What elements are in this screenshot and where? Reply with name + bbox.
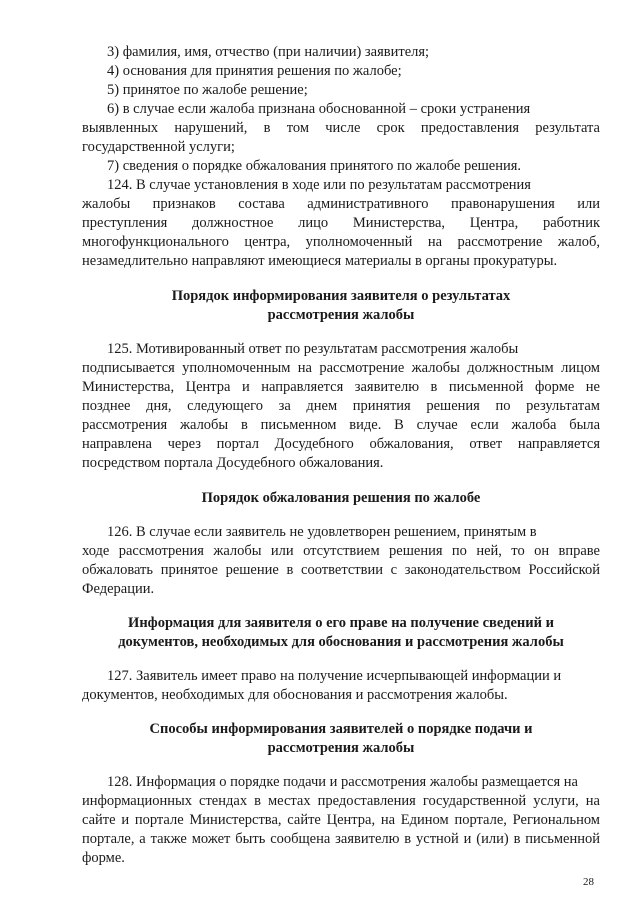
- paragraph-124-line: 124. В случае установления в ходе или по результатам рассмотрения: [107, 177, 531, 193]
- list-item: 7) сведения о порядке обжалования принятого по жалобе решения.: [107, 158, 522, 174]
- paragraph-127-line: 127. Заявитель имеет право на получение исчерпывающей информации и: [107, 668, 562, 684]
- section-heading: Информация для заявителя о его праве на получение сведений и: [128, 615, 554, 631]
- paragraph-126-line: обжаловать принятое решение в соответствии с законодательством Российской: [82, 562, 600, 578]
- paragraph-126-line: ходе рассмотрения жалобы или отсутствием решения по ней, то он вправе: [82, 543, 600, 559]
- section-heading: Способы информирования заявителей о порядке подачи и: [149, 721, 533, 737]
- paragraph-128-line: форме.: [82, 850, 125, 866]
- list-item-continuation: выявленных нарушений, в том числе срок предоставления результата: [82, 120, 600, 136]
- paragraph-124-line: жалобы признаков состава административного правонарушения или: [82, 196, 600, 212]
- paragraph-125-line: рассмотрения жалобы в письменном виде. В случае если жалоба была: [82, 417, 600, 433]
- paragraph-125-line: направлена через портал Досудебного обжалования, ответ направляется: [82, 436, 600, 452]
- list-item: 3) фамилия, имя, отчество (при наличии) заявителя;: [107, 44, 430, 60]
- paragraph-125-line: 125. Мотивированный ответ по результатам рассмотрения жалобы: [107, 341, 519, 357]
- paragraph-126-line: 126. В случае если заявитель не удовлетворен решением, принятым в: [107, 524, 537, 540]
- list-item: 5) принятое по жалобе решение;: [107, 82, 308, 98]
- paragraph-127-line: документов, необходимых для обоснования и рассмотрения жалобы.: [82, 687, 508, 703]
- paragraph-128-line: сайте и портале Министерства, сайте Центра, на Едином портале, Региональном: [82, 812, 600, 828]
- section-heading: Порядок информирования заявителя о результатах: [171, 288, 511, 304]
- page-number: 28: [583, 876, 594, 888]
- paragraph-125-line: подписывается уполномоченным на рассмотрение жалобы должностным лицом: [82, 360, 600, 376]
- paragraph-126-line: Федерации.: [82, 581, 155, 597]
- paragraph-125-line: Министерства, Центра и направляется заявителю в письменной форме не: [82, 379, 600, 395]
- paragraph-124-line: преступления должностное лицо Министерства, Центра, работник: [82, 215, 600, 231]
- section-heading: рассмотрения жалобы: [267, 740, 415, 756]
- paragraph-125-line: позднее дня, следующего за днем принятия решения по результатам: [82, 398, 600, 414]
- section-heading: рассмотрения жалобы: [267, 307, 415, 323]
- paragraph-128-line: информационных стендах в местах предоставления государственной услуги, на: [82, 793, 600, 809]
- paragraph-124-line: незамедлительно направляют имеющиеся материалы в органы прокуратуры.: [82, 253, 558, 269]
- paragraph-128-line: 128. Информация о порядке подачи и рассмотрения жалобы размещается на: [107, 774, 578, 790]
- section-heading: Порядок обжалования решения по жалобе: [201, 490, 481, 506]
- list-item: 6) в случае если жалоба признана обоснованной – сроки устранения: [107, 101, 531, 117]
- paragraph-128-line: портале, а также может быть сообщена заявителю в устной и (или) в письменной: [82, 831, 600, 847]
- paragraph-124-line: многофункционального центра, уполномоченный на рассмотрение жалоб,: [82, 234, 600, 250]
- list-item: 4) основания для принятия решения по жалобе;: [107, 63, 402, 79]
- section-heading: документов, необходимых для обоснования и рассмотрения жалобы: [118, 634, 564, 650]
- paragraph-125-line: посредством портала Досудебного обжалования.: [82, 455, 384, 471]
- list-item-continuation: государственной услуги;: [82, 139, 235, 155]
